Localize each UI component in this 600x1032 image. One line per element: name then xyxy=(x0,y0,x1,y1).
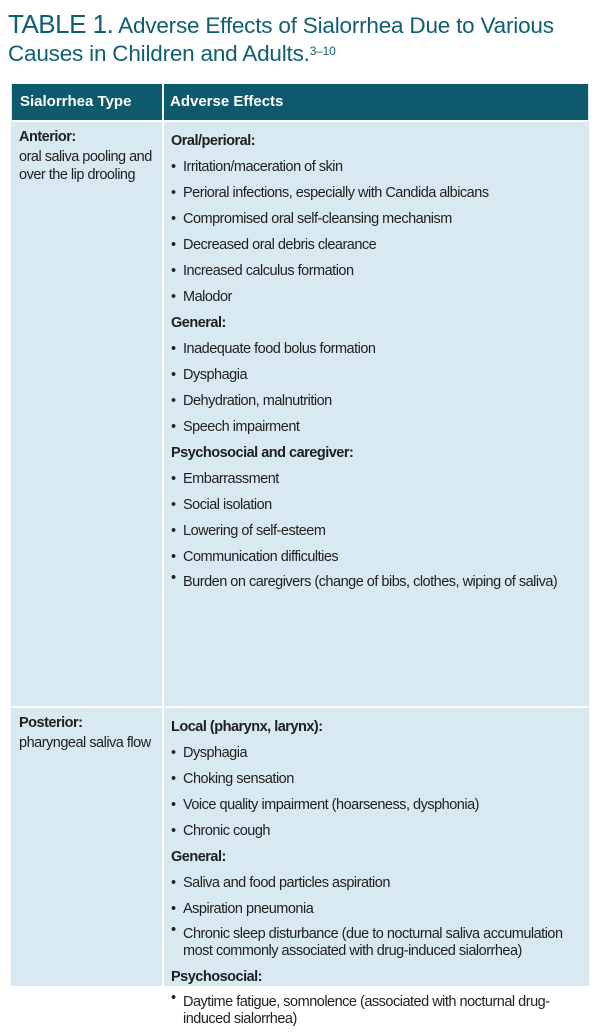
table-header xyxy=(12,84,588,120)
section-heading: Psychosocial and caregiver: xyxy=(171,445,354,461)
section-heading: Psychosocial: xyxy=(171,969,263,985)
list-item: • Communication difficulties xyxy=(171,544,580,570)
list-item: • Decreased oral debris clearance xyxy=(171,232,580,258)
type-label: Anterior: xyxy=(19,129,76,145)
list-item: • Daytime fatigue, somnolence (associated with nocturnal drug-induced sialorrhea) xyxy=(171,990,580,1032)
list-item: • Aspiration pneumonia xyxy=(171,896,580,922)
list-item: • Increased calculus formation xyxy=(171,258,580,284)
adverse-effects-table xyxy=(11,84,589,1027)
type-description: oral saliva pooling and over the lip drooling xyxy=(19,149,152,183)
section-heading: General: xyxy=(171,315,226,331)
table-label: TABLE 1. xyxy=(8,9,114,39)
effects-list xyxy=(171,466,580,595)
list-item: • Chronic sleep disturbance (due to nocturnal saliva accumulation most commonly associated with drug-induced sialorrhea) xyxy=(171,922,580,964)
list-item: • Irritation/maceration of skin xyxy=(171,154,580,180)
list-item: • Social isolation xyxy=(171,492,580,518)
effects-list xyxy=(171,740,580,844)
reference-superscript: 3–10 xyxy=(309,44,336,58)
list-item: • Compromised oral self-cleansing mechanism xyxy=(171,206,580,232)
effects-list xyxy=(171,154,580,310)
list-item: • Dehydration, malnutrition xyxy=(171,388,580,414)
list-item: • Speech impairment xyxy=(171,414,580,440)
type-cell-anterior xyxy=(12,122,162,706)
effects-list xyxy=(171,336,580,440)
table-caption xyxy=(8,10,588,68)
type-description: pharyngeal saliva flow xyxy=(19,735,151,751)
list-item: • Burden on caregivers (change of bibs, clothes, wiping of saliva) xyxy=(171,570,580,595)
list-item: • Chronic cough xyxy=(171,818,580,844)
effects-list xyxy=(171,990,580,1032)
list-item: • Lowering of self-esteem xyxy=(171,518,580,544)
list-item: • Saliva and food particles aspiration xyxy=(171,870,580,896)
header-adverse-effects: Adverse Effects xyxy=(170,93,284,110)
list-item: • Inadequate food bolus formation xyxy=(171,336,580,362)
effects-cell-anterior xyxy=(164,122,588,706)
list-item: • Embarrassment xyxy=(171,466,580,492)
effects-cell-posterior xyxy=(164,708,588,1027)
header-sialorrhea-type: Sialorrhea Type xyxy=(20,93,132,110)
table-title: Adverse Effects of Sialorrhea Due to Various Causes in Children and Adults. xyxy=(8,13,554,66)
list-item: • Voice quality impairment (hoarseness, dysphonia) xyxy=(171,792,580,818)
header-divider xyxy=(162,84,164,120)
type-label: Posterior: xyxy=(19,715,83,731)
list-item: • Malodor xyxy=(171,284,580,310)
section-heading: Oral/perioral: xyxy=(171,133,256,149)
effects-list xyxy=(171,870,580,964)
list-item: • Perioral infections, especially with Candida albicans xyxy=(171,180,580,206)
list-item: • Choking sensation xyxy=(171,766,580,792)
section-heading: Local (pharynx, larynx): xyxy=(171,719,323,735)
type-cell-posterior xyxy=(12,708,162,986)
list-item: • Dysphagia xyxy=(171,362,580,388)
section-heading: General: xyxy=(171,849,226,865)
list-item: • Dysphagia xyxy=(171,740,580,766)
